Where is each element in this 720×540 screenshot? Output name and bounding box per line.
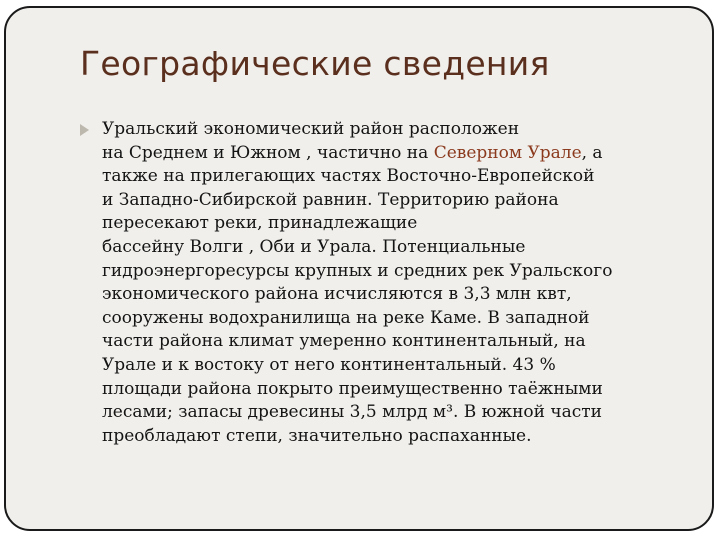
paragraph-line: Уральский экономический район расположен <box>102 119 520 139</box>
paragraph-line: и Западно-Сибирской равнин. Территорию района <box>102 189 559 210</box>
paragraph-line: также на прилегающих частях Восточно-Европейской <box>102 166 595 187</box>
paragraph-line: экономического района исчисляются в 3,3 млн квт, <box>102 284 572 305</box>
region-link[interactable]: Северном Урале <box>433 142 582 163</box>
body-paragraph <box>102 118 692 448</box>
paragraph-line: пересекают реки, принадлежащие <box>102 213 418 234</box>
paragraph-line: площади района покрыто преимущественно таёжными <box>102 378 603 399</box>
paragraph-line: сооружены водохранилища на реке Каме. В западной <box>102 307 590 328</box>
paragraph-line: бассейну Волги , Оби и Урала. Потенциальные <box>102 236 526 257</box>
triangle-bullet-icon <box>80 124 89 136</box>
paragraph-line: Урале и к востоку от него континентальный. 43 % <box>102 354 556 375</box>
paragraph-line: гидроэнергоресурсы крупных и средних рек Уральского <box>102 260 613 281</box>
paragraph-text: на Среднем и Южном , частично на <box>102 142 434 163</box>
paragraph-line: части района климат умеренно континентальный, на <box>102 331 586 352</box>
paragraph-text: , а <box>581 142 603 163</box>
slide-title: Географические сведения <box>80 44 550 83</box>
paragraph-line: лесами; запасы древесины 3,5 млрд м³. В южной части <box>102 402 603 423</box>
paragraph-line: преобладают степи, значительно распаханные. <box>102 425 532 446</box>
paragraph-line <box>102 142 692 166</box>
